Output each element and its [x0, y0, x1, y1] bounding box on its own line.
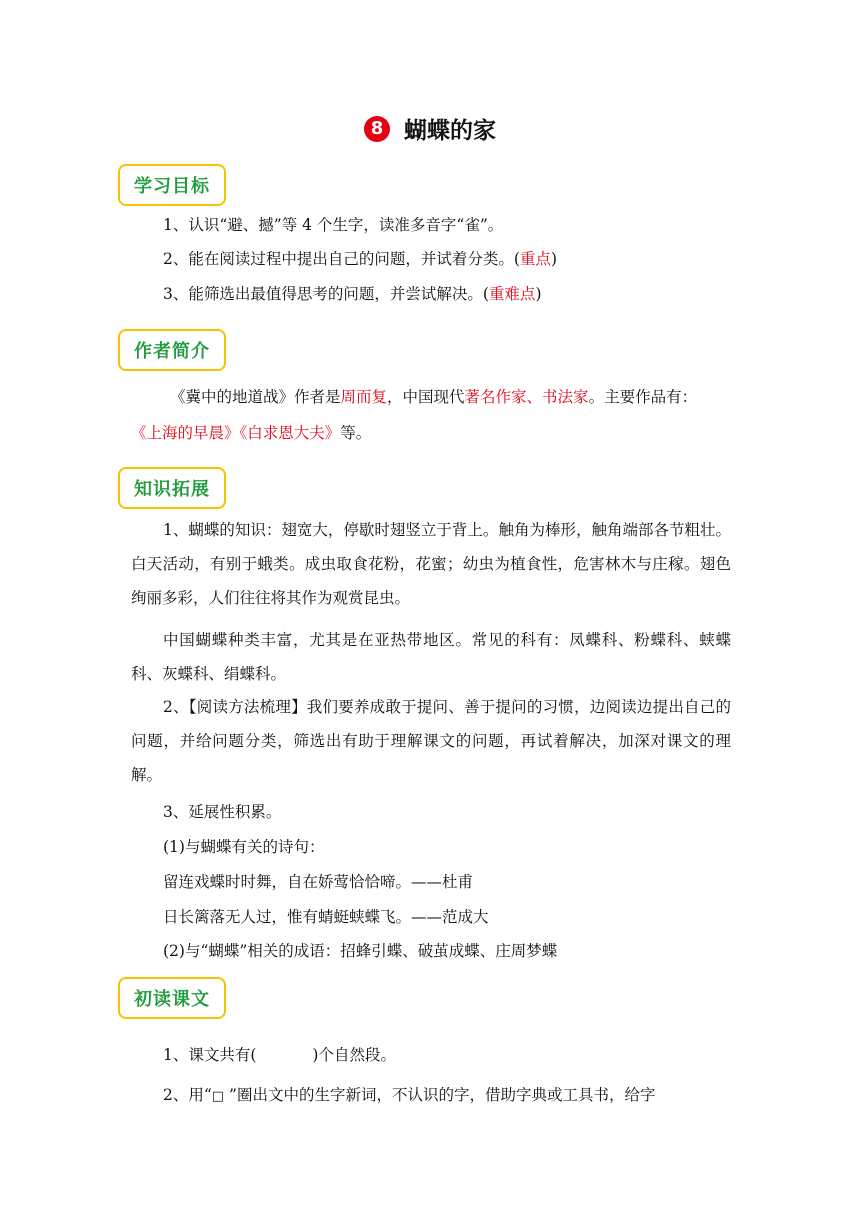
- poem-line: 日长篱落无人过，惟有蜻蜓蛱蝶飞。——范成大: [163, 908, 489, 926]
- author-role: 著名作家、书法家: [464, 388, 589, 406]
- author-paragraph-line2: 《上海的早晨》《白求恩大夫》等。: [131, 424, 372, 442]
- author-works: 《上海的早晨》《白求恩大夫》: [131, 424, 341, 442]
- author-paragraph-line1: 《冀中的地道战》作者是周而复，中国现代著名作家、书法家。主要作品有：: [170, 388, 698, 406]
- lesson-title: [0, 112, 860, 145]
- knowledge-paragraph: (1)与蝴蝶有关的诗句：: [163, 838, 325, 856]
- knowledge-paragraph: 1、蝴蝶的知识：翅宽大，停歇时翅竖立于背上。触角为棒形，触角端部各节粗壮。白天活动，有别于蛾类。成虫取食花粉，花蜜；幼虫为植食性，危害林木与庄稼。翅色绚丽多彩，人们往往将其作为观赏昆虫。: [131, 521, 731, 607]
- idiom-line: (2)与“蝴蝶”相关的成语：招蜂引蝶、破茧成蝶、庄周梦蝶: [163, 942, 558, 960]
- section-heading-knowledge: 知识拓展: [118, 467, 226, 509]
- key-point-mark: 重难点: [488, 285, 536, 303]
- knowledge-paragraph: 2、【阅读方法梳理】我们要养成敢于提问、善于提问的习惯，边阅读边提出自己的问题，并给问题分类，筛选出有助于理解课文的问题，再试着解决，加深对课文的理解。: [131, 698, 731, 784]
- author-name: 周而复: [340, 388, 388, 406]
- circle-mark-symbol: □: [211, 1089, 225, 1104]
- lesson-number-badge: 8: [364, 116, 390, 142]
- section-heading-reading: 初读课文: [118, 977, 226, 1019]
- key-point-mark: 重点: [519, 250, 551, 268]
- section-heading-author: 作者简介: [118, 329, 226, 371]
- goal-item: 2、能在阅读过程中提出自己的问题，并试着分类。(重点): [163, 250, 557, 268]
- goal-item: 1、认识“避、撼”等 4 个生字，读准多音字“雀”。: [163, 216, 504, 234]
- knowledge-paragraph: 3、延展性积累。: [163, 803, 282, 821]
- reading-question: 2、用“□ ”圈出文中的生字新词，不认识的字，借助字典或工具书，给字: [163, 1086, 656, 1104]
- goal-item: 3、能筛选出最值得思考的问题，并尝试解决。(重难点): [163, 285, 542, 303]
- reading-question: 1、课文共有( )个自然段。: [163, 1046, 396, 1064]
- poem-line: 留连戏蝶时时舞，自在娇莺恰恰啼。——杜甫: [163, 873, 474, 891]
- section-heading-goals: 学习目标: [118, 164, 226, 206]
- knowledge-paragraph: 中国蝴蝶种类丰富，尤其是在亚热带地区。常见的科有：凤蝶科、粉蝶科、蛱蝶科、灰蝶科、绢蝶科。: [131, 631, 731, 683]
- lesson-title-text: 蝴蝶的家: [404, 118, 496, 144]
